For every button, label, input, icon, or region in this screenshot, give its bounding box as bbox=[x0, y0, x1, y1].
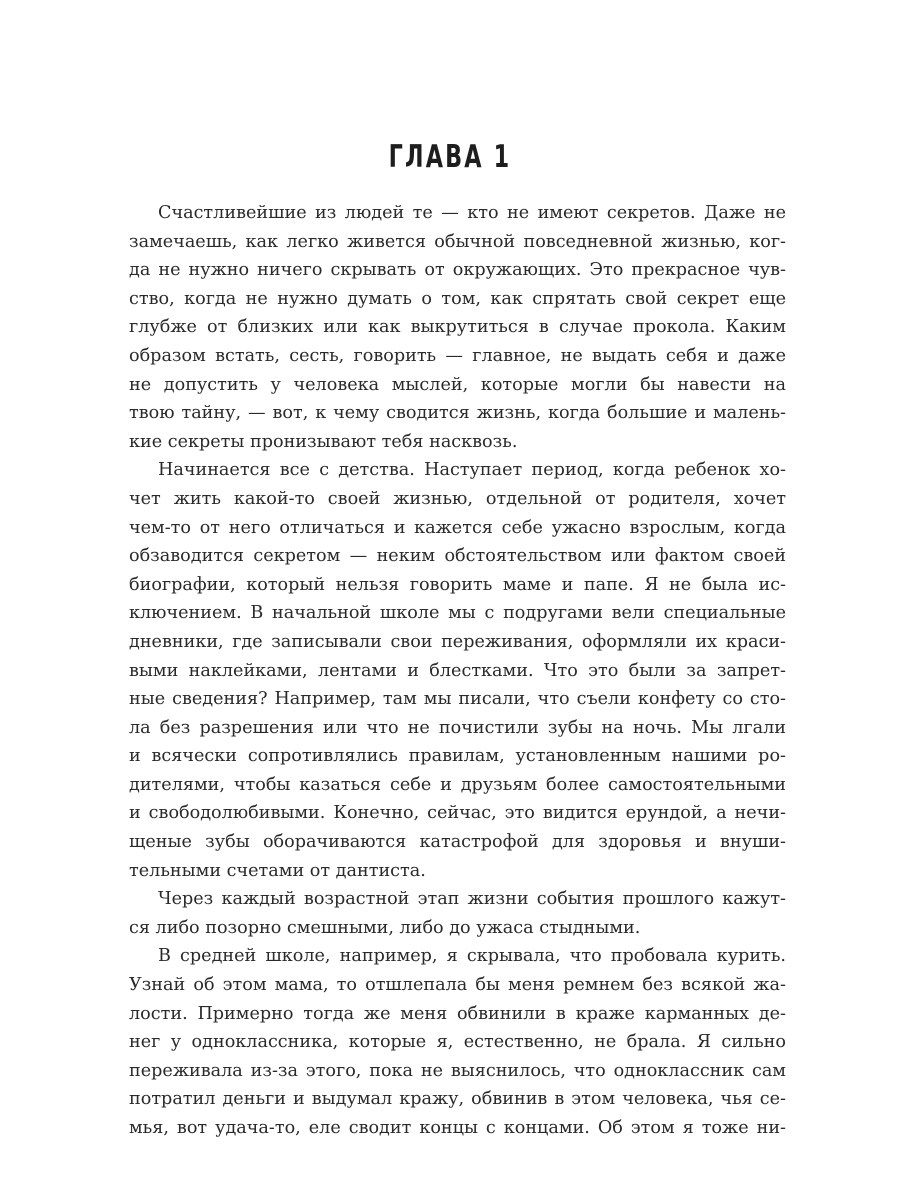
text-line: Через каждый возрастной этап жизни события прошлого кажут- bbox=[158, 889, 786, 910]
text-line: выми наклейками, лентами и блестками. Что это были за запрет- bbox=[129, 660, 786, 681]
text-line: мья, вот удача-то, еле сводит концы с концами. Об этом я тоже ни- bbox=[129, 1118, 786, 1138]
text-line: чет жить какой-то своей жизнью, отдельной от родителя, хочет bbox=[129, 488, 786, 509]
text-line: чем-то от него отличаться и кажется себе ужасно взрослым, когда bbox=[129, 517, 786, 538]
text-line: Узнай об этом мама, то отшлепала бы меня ремнем без всякой жа- bbox=[129, 975, 786, 996]
chapter-title: ГЛАВА 1 bbox=[388, 139, 512, 175]
text-line: и всячески сопротивлялись правилам, установленным нашими ро- bbox=[129, 746, 786, 767]
text-line: глубже от близких или как выкрутиться в случае прокола. Каким bbox=[129, 317, 786, 338]
text-line: потратил деньги и выдумал кражу, обвинив в этом человека, чья се- bbox=[129, 1089, 786, 1110]
text-line: лости. Примерно тогда же меня обвинили в краже карманных де- bbox=[129, 1003, 786, 1024]
text-line: обзаводится секретом — неким обстоятельством или фактом своей bbox=[129, 546, 786, 567]
text-line: дневники, где записывали свои переживания, оформляли их краси- bbox=[129, 631, 786, 652]
text-line: и свободолюбивыми. Конечно, сейчас, это видится ерундой, а нечи- bbox=[129, 803, 786, 824]
text-line: образом встать, сесть, говорить — главное, не выдать себя и даже bbox=[129, 345, 786, 366]
text-line: замечаешь, как легко живется обычной повседневной жизнью, ког- bbox=[129, 231, 786, 252]
text-line: биографии, который нельзя говорить маме и папе. Я не была ис- bbox=[129, 574, 786, 595]
text-line: да не нужно ничего скрывать от окружающих. Это прекрасное чув- bbox=[129, 260, 786, 281]
text-line: не допустить у человека мыслей, которые могли бы навести на bbox=[129, 374, 786, 395]
text-line: Счастливейшие из людей те — кто не имеют секретов. Даже не bbox=[158, 203, 786, 223]
text-line: твою тайну, — вот, к чему сводится жизнь, когда большие и малень- bbox=[129, 403, 786, 424]
text-line: ключением. В начальной школе мы с подругами вели специальные bbox=[129, 603, 786, 624]
text-line: В средней школе, например, я скрывала, что пробовала курить. bbox=[158, 946, 786, 967]
text-line: нег у одноклассника, которые я, естественно, не брала. Я сильно bbox=[129, 1032, 786, 1053]
text-line: Начинается все с детства. Наступает период, когда ребенок хо- bbox=[158, 460, 786, 481]
text-line: переживала из-за этого, пока не выяснилось, что одноклассник сам bbox=[129, 1060, 786, 1081]
text-line: дителями, чтобы казаться себе и друзьям более самостоятельными bbox=[129, 774, 786, 795]
text-line: ные сведения? Например, там мы писали, что съели конфету со сто- bbox=[129, 689, 786, 710]
text-line: ся либо позорно смешными, либо до ужаса стыдными. bbox=[129, 917, 641, 938]
text-line: щеные зубы оборачиваются катастрофой для здоровья и внуши- bbox=[129, 832, 786, 853]
text-line: ство, когда не нужно думать о том, как спрятать свой секрет еще bbox=[129, 288, 786, 309]
text-line: ла без разрешения или что не почистили зубы на ночь. Мы лгали bbox=[129, 717, 786, 738]
text-line: кие секреты пронизывают тебя насквозь. bbox=[129, 431, 518, 452]
chapter-body-text bbox=[129, 199, 786, 1143]
text-line: тельными счетами от дантиста. bbox=[129, 860, 426, 881]
